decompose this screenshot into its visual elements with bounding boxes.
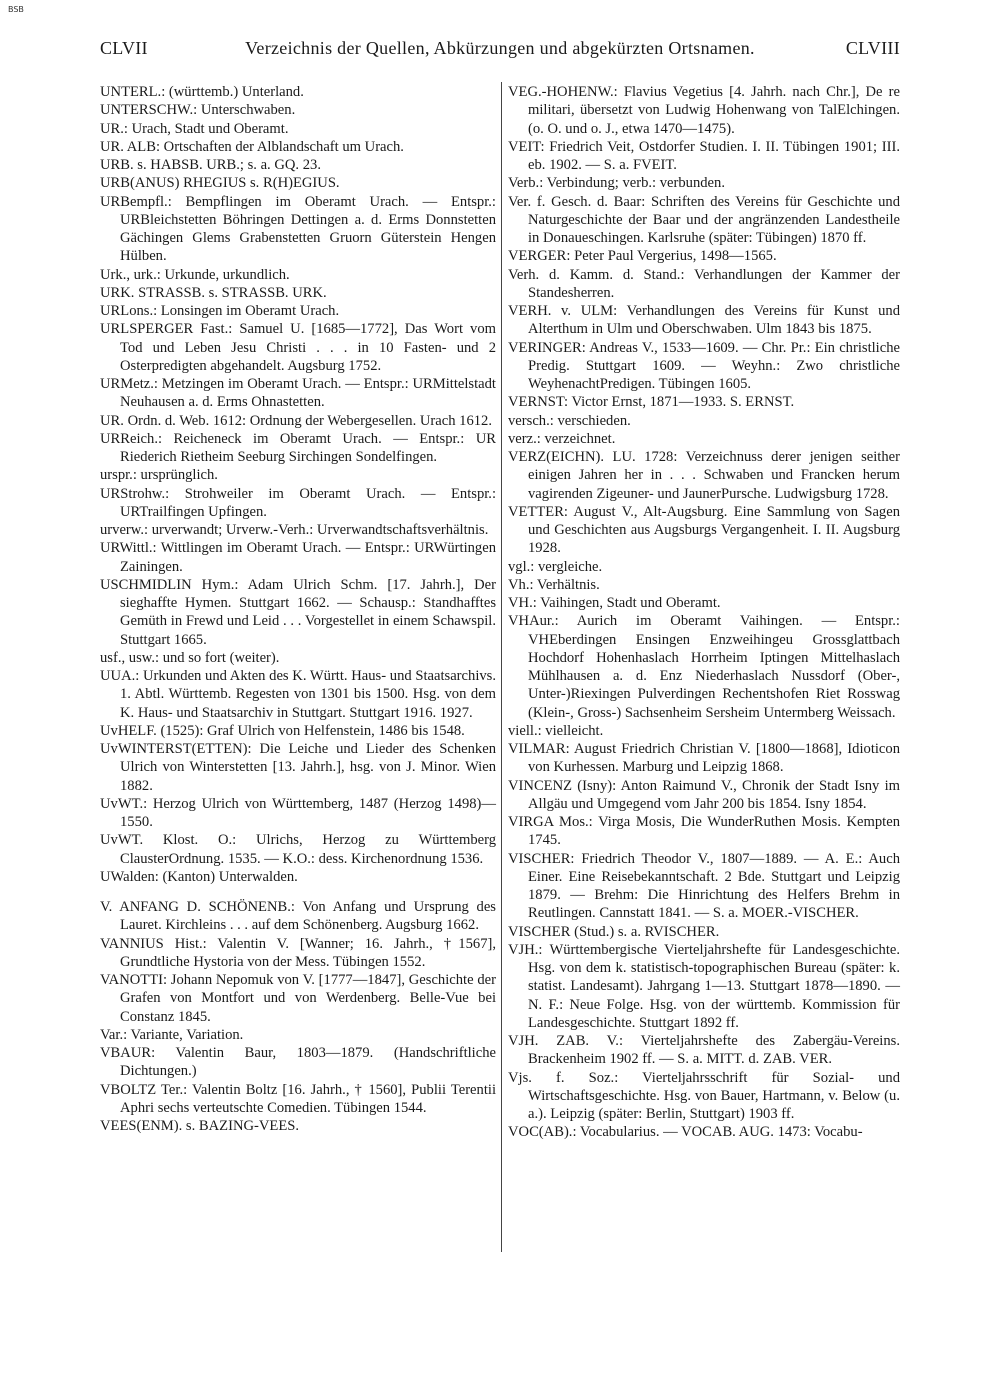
list-item: versch.: verschieden. — [508, 412, 631, 429]
list-item: VIRGA Mos.: Virga Mosis, Die WunderRuthen Mosis. Kempten 1745. — [508, 814, 900, 849]
list-item: Vjs. f. Soz.: Vierteljahrsschrift für Sozial- und Wirtschaftsgeschichte. Hsg. von Bauer, Hartmann, v. Below (u. a.). Leipzig (später: Berlin, Stuttgart) 1903 ff. — [508, 1069, 900, 1122]
list-item: VBAUR: Valentin Baur, 1803—1879. (Handschriftliche Dichtungen.) — [100, 1045, 496, 1080]
list-item: viell.: vielleicht. — [508, 722, 604, 739]
list-item: UvWT.: Herzog Ulrich von Württemberg, 1487 (Herzog 1498)—1550. — [100, 795, 496, 830]
list-item: UNTERSCHW.: Unterschwaben. — [100, 102, 296, 119]
list-item: VISCHER (Stud.) s. a. RVISCHER. — [508, 923, 720, 940]
list-item: VERH. v. ULM: Verhandlungen des Vereins für Kunst und Alterthum in Ulm und Oberschwaben. Ulm 1843 bis 1875. — [508, 303, 900, 338]
list-item: Verh. d. Kamm. d. Stand.: Verhandlungen der Kammer der Standesherren. — [508, 266, 900, 301]
list-item: usf., usw.: und so fort (weiter). — [100, 649, 280, 666]
list-item: VBOLTZ Ter.: Valentin Boltz [16. Jahrh., † 1560], Publii Terentii Aphri sechs verteutschte Comedien. Tübingen 1544. — [100, 1081, 496, 1116]
list-item: URLons.: Lonsingen im Oberamt Urach. — [100, 303, 340, 319]
list-item: URStrohw.: Strohweiler im Oberamt Urach. — Entspr.: URTrailfingen Upfingen. — [100, 485, 496, 520]
list-item: vgl.: vergleiche. — [508, 558, 603, 575]
list-item: Var.: Variante, Variation. — [100, 1026, 244, 1043]
column-divider — [501, 82, 502, 1252]
list-item: VEES(ENM). s. BAZING-VEES. — [100, 1118, 300, 1134]
list-item: URMetz.: Metzingen im Oberamt Urach. — Entspr.: URMittelstadt Neuhausen a. d. Erms Ohnastetten. — [100, 376, 496, 411]
list-item: UR. Ordn. d. Web. 1612: Ordnung der Webergesellen. Urach 1612. — [100, 412, 493, 429]
list-item: VANNIUS Hist.: Valentin V. [Wanner; 16. Jahrh., †1567], Grundtliche Hystoria von der Mess. Tübingen 1552. — [100, 935, 496, 970]
list-item: Verb.: Verbindung; verb.: verbunden. — [508, 175, 725, 192]
list-item: UUA.: Urkunden und Akten des K. Württ. Haus- und Staatsarchivs. 1. Abtl. Württemb. Regesten von 1301 bis 1500. Hsg. von dem K. Haus- und Staatsarchiv in Stuttgart. Stuttgart 1916. 1927. — [100, 668, 496, 721]
left-column — [100, 83, 496, 1135]
list-item: URB(ANUS) RHEGIUS s. R(H)EGIUS. — [100, 175, 340, 192]
list-item: URLSPERGER Fast.: Samuel U. [1685—1772], Das Wort vom Tod und Leben Jesu Christi . . . in 10 Fasten- und 2 Osterpredigten abgehandelt. Augsburg 1752. — [100, 321, 496, 374]
list-item: UNTERL.: (württemb.) Unterland. — [100, 84, 304, 100]
list-item: URBempfl.: Bempflingen im Oberamt Urach. — Entspr.: URBleichstetten Böhringen Dettingen a. d. Erms Donnstetten Gächingen Glems Grabenstetten Gruorn Güterstein Hengen Hülben. — [100, 193, 496, 265]
page-number-right: CLVIII — [845, 38, 900, 58]
right-column — [508, 83, 900, 1142]
list-item: UR.: Urach, Stadt und Oberamt. — [100, 120, 289, 137]
list-item: VOC(AB).: Vocabularius. — VOCAB. AUG. 1473: Vocabu- — [508, 1124, 863, 1141]
list-item: VJH. ZAB. V.: Vierteljahrshefte des Zabergäu-Vereins. Brackenheim 1902 ff. — S. a. MITT. d. ZAB. VER. — [508, 1033, 900, 1068]
list-item: VERNST: Victor Ernst, 1871—1933. S. ERNST. — [508, 394, 795, 411]
list-item: Urk., urk.: Urkunde, urkundlich. — [100, 266, 290, 283]
list-item: urspr.: ursprünglich. — [100, 467, 218, 484]
page-number-left: CLVII — [100, 38, 148, 58]
list-item: VISCHER: Friedrich Theodor V., 1807—1889. — A. E.: Auch Einer. Eine Reisebekanntschaft. 2 Bde. Stuttgart und Leipzig 1879. — Brehm: Die Hinrichtung des Helfers Brehm in Reutlingen. Cannstatt 1841. — S. a. MOER.-VISCHER. — [508, 850, 900, 922]
list-item: VILMAR: August Friedrich Christian V. [1800—1868], Idioticon von Kurhessen. Marburg und Leipzig 1868. — [508, 741, 900, 776]
list-item: VJH.: Württembergische Vierteljahrshefte für Landesgeschichte. Hsg. von dem k. statistisch-topographischen Bureau (später: k. statist. Landesamt). Jahrgang 1—13. Stuttgart 1878—1890. — N. F.: Neue Folge. Hsg. von der württemb. Kommission für Landesgeschichte. Stuttgart 1892 ff. — [508, 941, 900, 1031]
list-item: UvWINTERST(ETTEN): Die Leiche und Lieder des Schenken Ulrich von Winterstetten [13. Jahrh.], hsg. von J. Minor. Wien 1882. — [100, 741, 496, 794]
list-item: UWalden: (Kanton) Unterwalden. — [100, 868, 298, 885]
list-item: Ver. f. Gesch. d. Baar: Schriften des Vereins für Geschichte und Naturgeschichte der Baar und der angränzenden Landestheile in Donaueschingen. Karlsruhe (später: Tübingen) 1870 ff. — [508, 193, 900, 246]
list-item: USCHMIDLIN Hym.: Adam Ulrich Schm. [17. Jahrh.], Der sieghaffte Hymen. Stuttgart 1662. — Schausp.: Standhafftes Gemüth in Frewd und Leid . . . Vorgestellet in einem Schawspil. Stuttgart 1665. — [100, 576, 496, 648]
list-item: UvHELF. (1525): Graf Ulrich von Helfenstein, 1486 bis 1548. — [100, 722, 465, 739]
list-item: VERZ(EICHN). LU. 1728: Verzeichnuss derer jenigen seither einigen Jahren her in . . . Schwaben und Francken herum vagirenden Zigeuner- und JaunerPursche. Ludwigsburg 1728. — [508, 449, 900, 502]
list-item: VH.: Vaihingen, Stadt und Oberamt. — [508, 595, 721, 611]
page-title: Verzeichnis der Quellen, Abkürzungen und abgekürzten Ortsnamen. — [245, 38, 755, 58]
list-item: URWittl.: Wittlingen im Oberamt Urach. — Entspr.: URWürtingen Zainingen. — [100, 540, 496, 575]
list-item: VHAur.: Aurich im Oberamt Vaihingen. — Entspr.: VHEberdingen Ensingen Enzweihingeu Grossglattbach Hochdorf Hohenhaslach Horrheim Iptingen Mittelhaslach Mühlhausen a. d. Enz Niederhaslach Nussdorf (Ober-, Unter-)Riexingen Pulverdingen Rechentshofen Riet Rosswag (Klein-, Gross-) Sachsenheim Sersheim Untermberg Weissach. — [508, 613, 900, 721]
list-item: urverw.: urverwandt; Urverw.-Verh.: Urverwandtschaftsverhältnis. — [100, 522, 489, 538]
library-stamp: BSB — [8, 5, 24, 14]
list-item: Vh.: Verhältnis. — [508, 576, 600, 593]
list-item: verz.: verzeichnet. — [508, 430, 616, 447]
list-item: VETTER: August V., Alt-Augsburg. Eine Sammlung von Sagen und Geschichten aus Augsburgs Vergangenheit. I. II. Augsburg 1928. — [508, 503, 900, 557]
list-item: UvWT. Klost. O.: Ulrichs, Herzog zu Württemberg ClausterOrdnung. 1535. — K.O.: dess. Kirchenordnung 1536. — [100, 832, 496, 867]
list-item: URK. STRASSB. s. STRASSB. URK. — [100, 284, 327, 301]
list-item: VERGER: Peter Paul Vergerius, 1498—1565. — [508, 248, 777, 265]
list-item: VINCENZ (Isny): Anton Raimund V., Chronik der Stadt Isny im Allgäu und Umgegend vom Jahr 200 bis 1854. Isny 1854. — [508, 777, 900, 812]
list-item: VEG.-HOHENW.: Flavius Vegetius [4. Jahrh. nach Chr.], De re militari, übersetzt von Ludwig Hohenwang von TalElchingen. (o. O. und o. J., etwa 1470—1475). — [508, 84, 900, 137]
list-item: URReich.: Reicheneck im Oberamt Urach. — Entspr.: UR Riederich Rietheim Seeburg Sirchingen Sondelfingen. — [100, 430, 496, 465]
page-header — [100, 38, 900, 60]
list-item: VERINGER: Andreas V., 1533—1609. — Chr. Pr.: Ein christliche Predig. Stuttgart 1609. — Weyhn.: Zwo christliche WeyhenachtPredigen. Tübingen 1605. — [508, 339, 900, 392]
list-item: VEIT: Friedrich Veit, Ostdorfer Studien. I. II. Tübingen 1901; III. eb. 1902. — S. a. FVEIT. — [508, 138, 900, 173]
list-item: URB. s. HABSB. URB.; s. a. GQ. 23. — [100, 157, 321, 173]
list-item: VANOTTI: Johann Nepomuk von V. [1777—1847], Geschichte der Grafen von Montfort und von Werdenberg. Belle-Vue bei Constanz 1845. — [100, 972, 496, 1025]
list-item: V. ANFANG D. SCHÖNENB.: Von Anfang und Ursprung des Lauret. Kirchleins . . . auf dem Schönenberg. Augsburg 1662. — [100, 899, 496, 934]
list-item: UR. ALB: Ortschaften der Alblandschaft um Urach. — [100, 138, 404, 155]
